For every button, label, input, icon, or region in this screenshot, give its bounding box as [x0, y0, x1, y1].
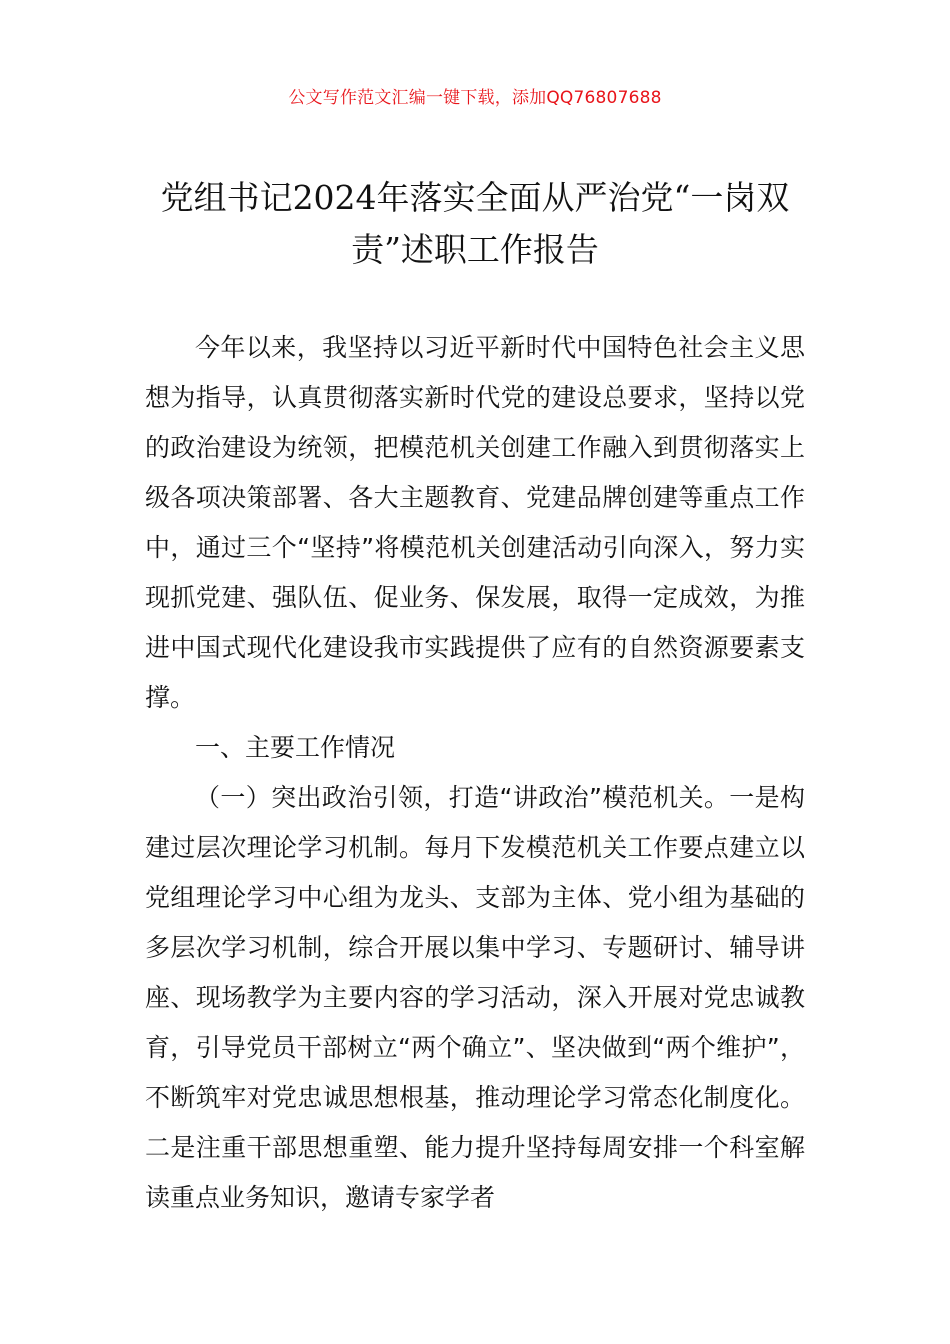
paragraph-intro: 今年以来，我坚持以习近平新时代中国特色社会主义思想为指导，认真贯彻落实新时代党的建设总要求，坚持以党的政治建设为统领，把模范机关创建工作融入到贯彻落实上级各项决策部署、各大主题教育、党建品牌创建等重点工作中，通过三个“坚持”将模范机关创建活动引向深入，努力实现抓党建、强队伍、促业务、保发展，取得一定成效，为推进中国式现代化建设我市实践提供了应有的自然资源要素支撑。 — [145, 333, 805, 712]
document-title: 党组书记2024年落实全面从严治党“一岗双责”述职工作报告 — [160, 178, 790, 269]
paragraph-section-1: （一）突出政治引领，打造“讲政治”模范机关。一是构建过层次理论学习机制。每月下发模范机关工作要点建立以党组理论学习中心组为龙头、支部为主体、党小组为基础的多层次学习机制，综合开展以集中学习、专题研讨、辅导讲座、现场教学为主要内容的学习活动，深入开展对党忠诚教育，引导党员干部树立“两个确立”、坚决做到“两个维护”，不断筑牢对党忠诚思想根基，推动理论学习常态化制度化。二是注重干部思想重塑、能力提升坚持每周安排一个科室解读重点业务知识，邀请专家学者 — [145, 783, 805, 1212]
section-heading: 一、主要工作情况 — [195, 733, 396, 762]
header-download-link[interactable]: 公文写作范文汇编一键下载，添加QQ76807688 — [288, 88, 662, 108]
document-body — [145, 323, 805, 1223]
